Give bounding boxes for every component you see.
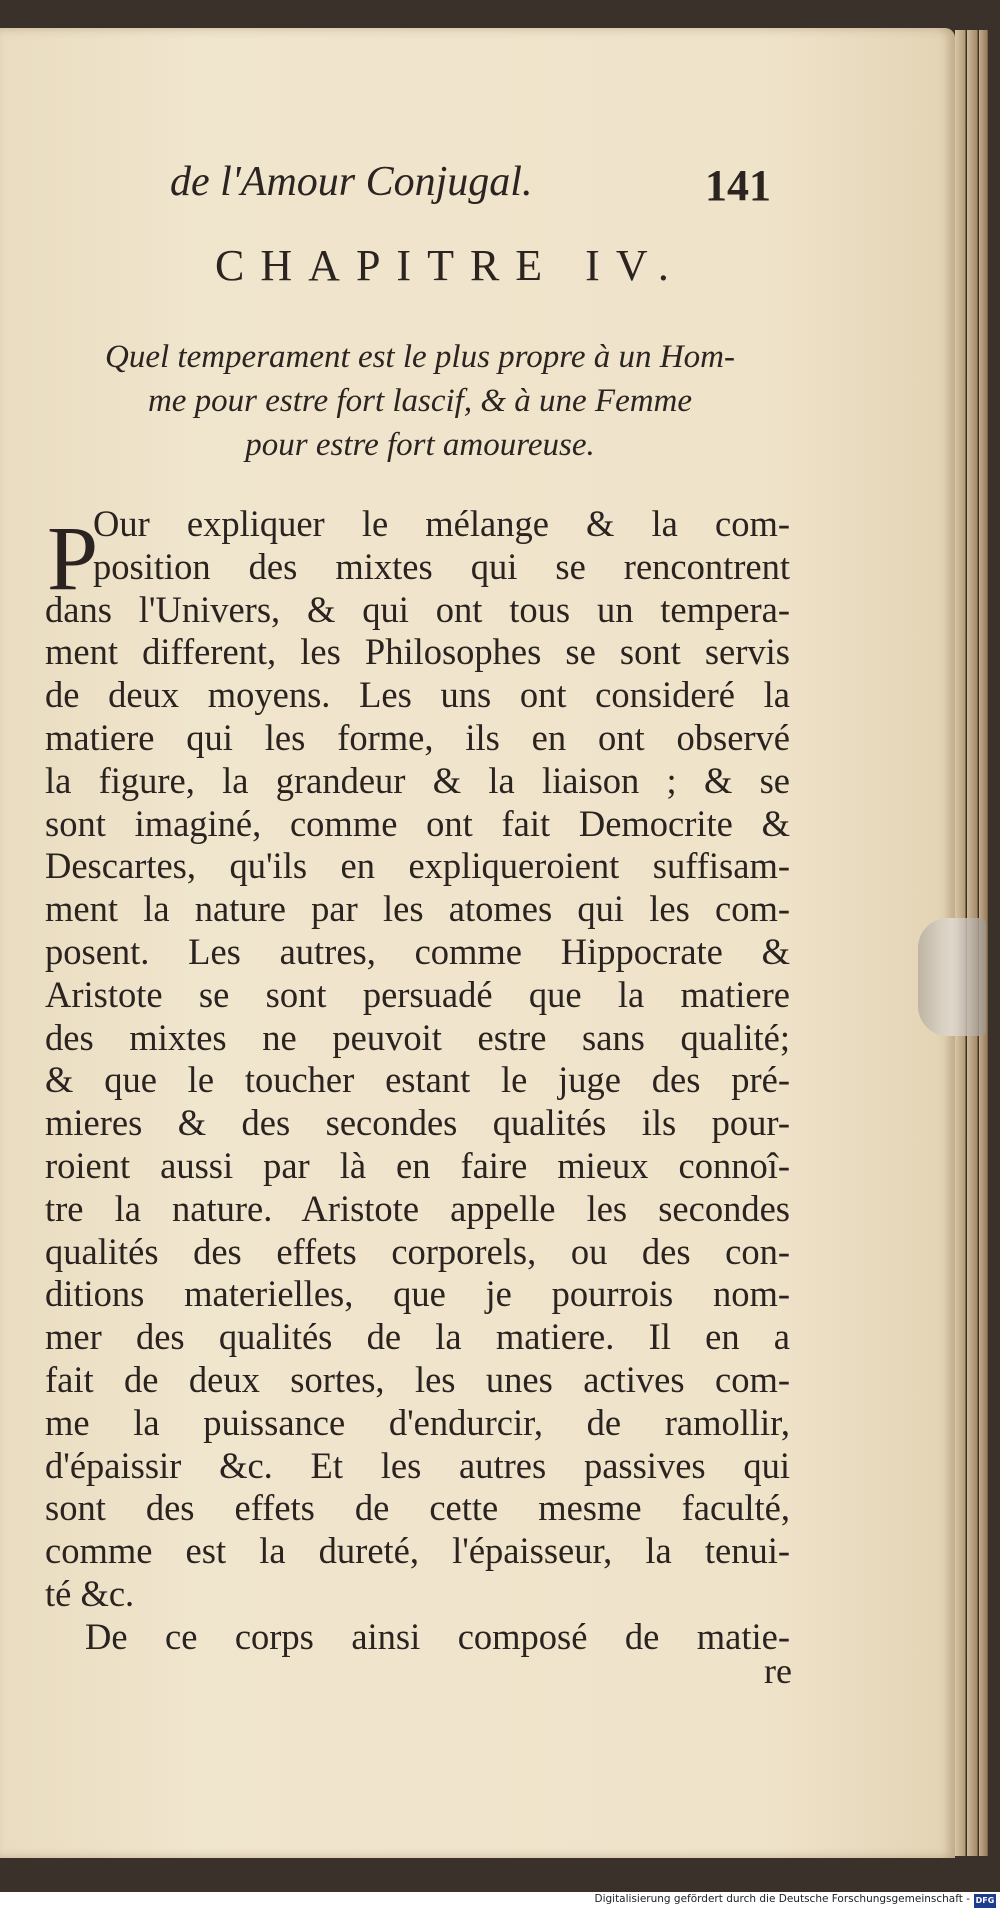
body-line: position des mixtes qui se rencontrent: [93, 545, 790, 587]
body-line: tre la nature. Aristote appelle les secondes: [45, 1187, 790, 1229]
body-line: d'épaissir &c. Et les autres passives qui: [45, 1444, 790, 1486]
body-line: fait de deux sortes, les unes actives com-: [45, 1358, 790, 1400]
body-line: comme est la dureté, l'épaisseur, la tenui-: [45, 1530, 790, 1572]
body-line: ment la nature par les atomes qui les com-: [45, 888, 790, 930]
chapter-heading: [40, 335, 800, 467]
body-line: la figure, la grandeur & la liaison ; & se: [45, 759, 790, 801]
body-line: posent. Les autres, comme Hippocrate &: [45, 930, 790, 972]
page-clip: [918, 918, 986, 1036]
catchword: re: [764, 1651, 792, 1691]
footer-credit: Digitalisierung gefördert durch die Deutsche Forschungsgemeinschaft -: [594, 1893, 970, 1905]
body-line: Aristote se sont persuadé que la matiere: [45, 973, 790, 1015]
footer-bar: [0, 1892, 1000, 1911]
body-line: ment different, les Philosophes se sont servis: [45, 631, 790, 673]
body-line: té &c.: [45, 1572, 135, 1614]
body-text: [45, 503, 790, 1659]
body-line: mer des qualités de la matiere. Il en a: [45, 1316, 790, 1358]
body-line: De ce corps ainsi composé de matie-: [85, 1615, 790, 1657]
body-line: sont imaginé, comme ont fait Democrite &: [45, 802, 790, 844]
body-line: & que le toucher estant le juge des pré-: [45, 1059, 790, 1101]
body-line: sont des effets de cette mesme faculté,: [45, 1487, 790, 1529]
body-line: des mixtes ne peuvoit estre sans qualité;: [45, 1016, 790, 1058]
body-line: Descartes, qu'ils en expliqueroient suffisam-: [45, 845, 790, 887]
body-line: qualités des effets corporels, ou des con-: [45, 1230, 790, 1272]
body-line: Our expliquer le mélange & la com-: [93, 503, 790, 544]
dfg-logo-icon: DFG: [974, 1894, 996, 1908]
body-line: ditions materielles, que je pourrois nom-: [45, 1273, 790, 1315]
body-line: roient aussi par là en faire mieux connoî-: [45, 1144, 790, 1186]
heading-line: me pour estre fort lascif, & à une Femme: [147, 383, 693, 419]
running-head: de l'Amour Conjugal.: [170, 159, 533, 205]
page-number: 141: [705, 161, 771, 210]
body-line: dans l'Univers, & qui ont tous un tempera-: [45, 588, 790, 630]
body-line: me la puissance d'endurcir, de ramollir,: [45, 1401, 790, 1443]
drop-cap: P: [47, 507, 99, 609]
chapter-title: CHAPITRE IV.: [215, 241, 685, 290]
body-line: mieres & des secondes qualités ils pour-: [45, 1102, 790, 1144]
heading-line: Quel temperament est le plus propre à un Hom-: [105, 339, 735, 375]
body-line: de deux moyens. Les uns ont consideré la: [45, 674, 790, 716]
heading-line: pour estre fort amoureuse.: [245, 427, 595, 463]
body-line: matiere qui les forme, ils en ont observé: [45, 716, 790, 758]
